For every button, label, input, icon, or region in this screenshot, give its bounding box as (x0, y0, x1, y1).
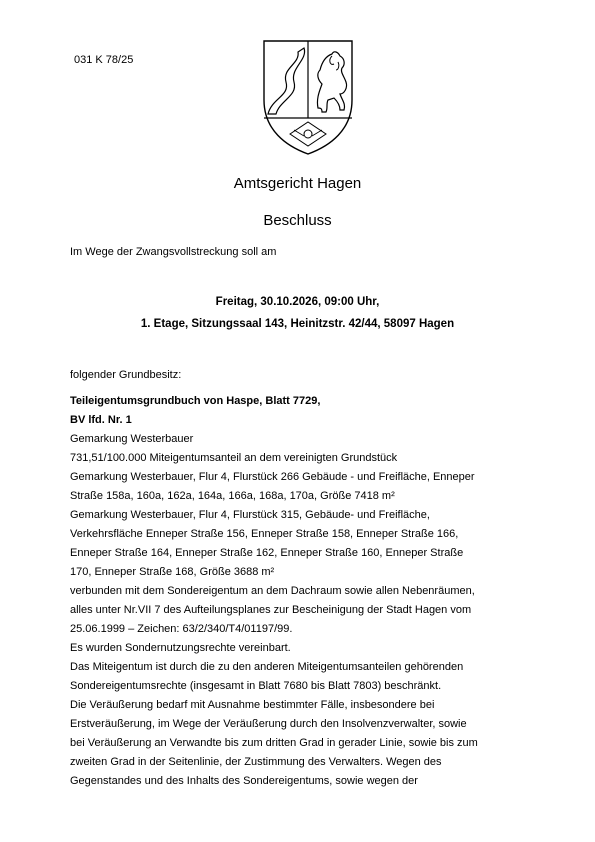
text-line: Es wurden Sondernutzungsrechte vereinbart. (70, 642, 291, 654)
text-line: Das Miteigentum ist durch die zu den anderen Miteigentumsanteilen gehörenden (70, 661, 464, 673)
text-line: 170, Enneper Straße 168, Größe 3688 m² (70, 566, 275, 578)
text-line: verbunden mit dem Sondereigentum an dem Dachraum sowie allen Nebenräumen, (70, 585, 475, 597)
termin-place: 1. Etage, Sitzungssaal 143, Heinitzstr. 42/44, 58097 Hagen (140, 318, 455, 330)
text-line: zweiten Grad in der Seitenlinie, der Zustimmung des Verwalters. Wegen des (70, 756, 442, 768)
text-line: 731,51/100.000 Miteigentumsanteil an dem vereinigten Grundstück (70, 452, 398, 464)
bv-line: BV lfd. Nr. 1 (70, 414, 132, 426)
termin-date: Freitag, 30.10.2026, 09:00 Uhr, (215, 296, 380, 308)
text-line: Verkehrsfläche Enneper Straße 156, Enneper Straße 158, Enneper Straße 166, (70, 528, 459, 540)
grundbesitz-label: folgender Grundbesitz: (70, 369, 182, 381)
text-line: Die Veräußerung bedarf mit Ausnahme bestimmter Fälle, insbesondere bei (70, 699, 435, 711)
text-line: Gemarkung Westerbauer (70, 433, 194, 445)
text-line: alles unter Nr.VII 7 des Aufteilungsplanes zur Bescheinigung der Stadt Hagen vom (70, 604, 472, 616)
text-line: Gemarkung Westerbauer, Flur 4, Flurstück 315, Gebäude- und Freifläche, (70, 509, 430, 521)
text-line: Enneper Straße 164, Enneper Straße 162, Enneper Straße 160, Enneper Straße (70, 547, 464, 559)
text-line: Erstveräußerung, im Wege der Veräußerung durch den Insolvenzverwalter, sowie (70, 718, 467, 730)
coat-of-arms-icon (260, 38, 356, 156)
grundbuch-line: Teileigentumsgrundbuch von Haspe, Blatt 7729, (70, 395, 321, 407)
text-line: Straße 158a, 160a, 162a, 164a, 166a, 168a, 170a, Größe 7418 m² (70, 490, 395, 502)
text-line: Sondereigentumsrechte (insgesamt in Blatt 7680 bis Blatt 7803) beschränkt. (70, 680, 442, 692)
court-name: Amtsgericht Hagen (233, 175, 362, 192)
grundbesitz-description (70, 392, 550, 791)
text-line: 25.06.1999 – Zeichen: 63/2/340/T4/01197/99. (70, 623, 293, 635)
text-line: bei Veräußerung an Verwandte bis zum dritten Grad in gerader Linie, sowie bis zum (70, 737, 478, 749)
document-title: Beschluss (263, 212, 332, 229)
text-line: Gemarkung Westerbauer, Flur 4, Flurstück 266 Gebäude - und Freifläche, Enneper (70, 471, 475, 483)
text-line: Gegenstandes und des Inhalts des Sondereigentums, sowie wegen der (70, 775, 418, 787)
aktenzeichen: 031 K 78/25 (74, 54, 134, 66)
intro-text: Im Wege der Zwangsvollstreckung soll am (70, 246, 277, 258)
